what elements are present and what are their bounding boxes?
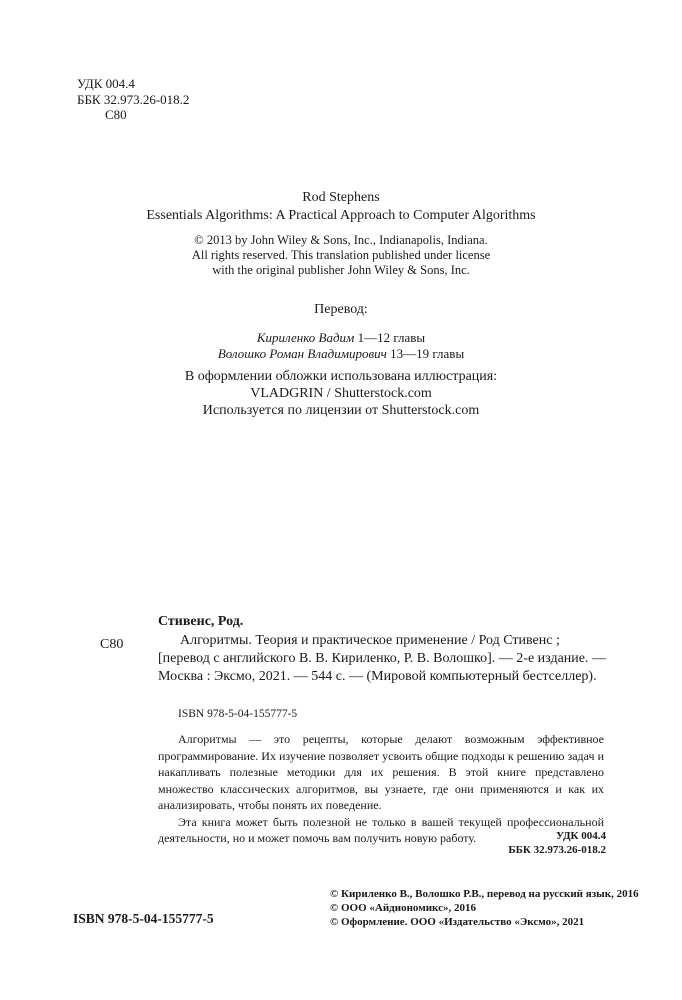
catalog-isbn: ISBN 978-5-04-155777-5	[178, 708, 298, 720]
translator-name: Волошко Роман Владимирович	[217, 346, 387, 361]
isbn-bottom: ISBN 978-5-04-155777-5	[73, 911, 214, 926]
translation-heading: Перевод:	[314, 302, 368, 317]
translator-chapters: 1—12 главы	[354, 330, 426, 345]
original-copyright	[0, 233, 682, 278]
russian-copyrights	[330, 887, 639, 929]
bbk-code: ББК 32.973.26-018.2	[77, 91, 190, 107]
translator-item	[0, 346, 682, 362]
copyright-line: All rights reserved. This translation published under license	[191, 248, 491, 262]
cover-credit-line: VLADGRIN / Shutterstock.com	[250, 386, 432, 401]
udk-bottom	[470, 829, 606, 857]
author-code: С80	[105, 107, 127, 122]
cover-credit-line: Используется по лицензии от Shutterstock.com	[202, 403, 480, 418]
copyright-line: © Кириленко В., Волошко Р.В., перевод на русский язык, 2016	[330, 888, 639, 900]
catalog-description-rest: [перевод с английского В. В. Кириленко, Р. В. Волошко]. — 2-е издание. — Москва : Эксмо, 2021. — 544 с. — (Мировой компьютерный бестселлер).	[158, 651, 606, 684]
translator-name: Кириленко Вадим	[256, 330, 355, 345]
abstract-paragraph: Эта книга может быть полезной не только в вашей текущей профессиональной деятельности, но и может помочь вам получить новую работу.	[158, 814, 604, 845]
original-title: Essentials Algorithms: A Practical Approach to Computer Algorithms	[146, 208, 536, 223]
copyright-line: © Оформление. ООО «Издательство «Эксмо», 2021	[330, 916, 585, 928]
catalog-description-first: Алгоритмы. Теория и практическое применение / Род Стивенс ;	[180, 633, 560, 648]
translators-list	[0, 330, 682, 362]
bbk-code: ББК 32.973.26-018.2	[508, 844, 606, 856]
copyright-line: © 2013 by John Wiley & Sons, Inc., Indianapolis, Indiana.	[194, 233, 488, 247]
copyright-line: with the original publisher John Wiley & Sons, Inc.	[212, 263, 470, 277]
catalog-code: С80	[100, 637, 124, 652]
cover-credit-line: В оформлении обложки использована иллюстрация:	[184, 369, 498, 384]
classification-block	[77, 76, 189, 123]
copyright-line: © ООО «Айдиономикс», 2016	[330, 902, 476, 914]
udk-code: УДК 004.4	[555, 830, 606, 842]
original-author: Rod Stephens	[302, 190, 380, 205]
udk-code: УДК 004.4	[77, 76, 135, 91]
abstract-paragraph: Алгоритмы — это рецепты, которые делают возможным эффективное программирование. Их изучение позволяет усвоить общие подходы к решению задач и накапливать полезные методики для их решения. В этой книге представлено множество классических алгоритмов, вы узнаете, где они применяются и как их анализировать, чтобы понять их поведение.	[158, 732, 604, 812]
catalog-description	[158, 632, 606, 686]
translator-item	[0, 330, 682, 346]
translator-chapters: 13—19 главы	[386, 346, 465, 361]
catalog-author: Стивенс, Род.	[158, 614, 244, 629]
cover-credit	[0, 368, 682, 419]
